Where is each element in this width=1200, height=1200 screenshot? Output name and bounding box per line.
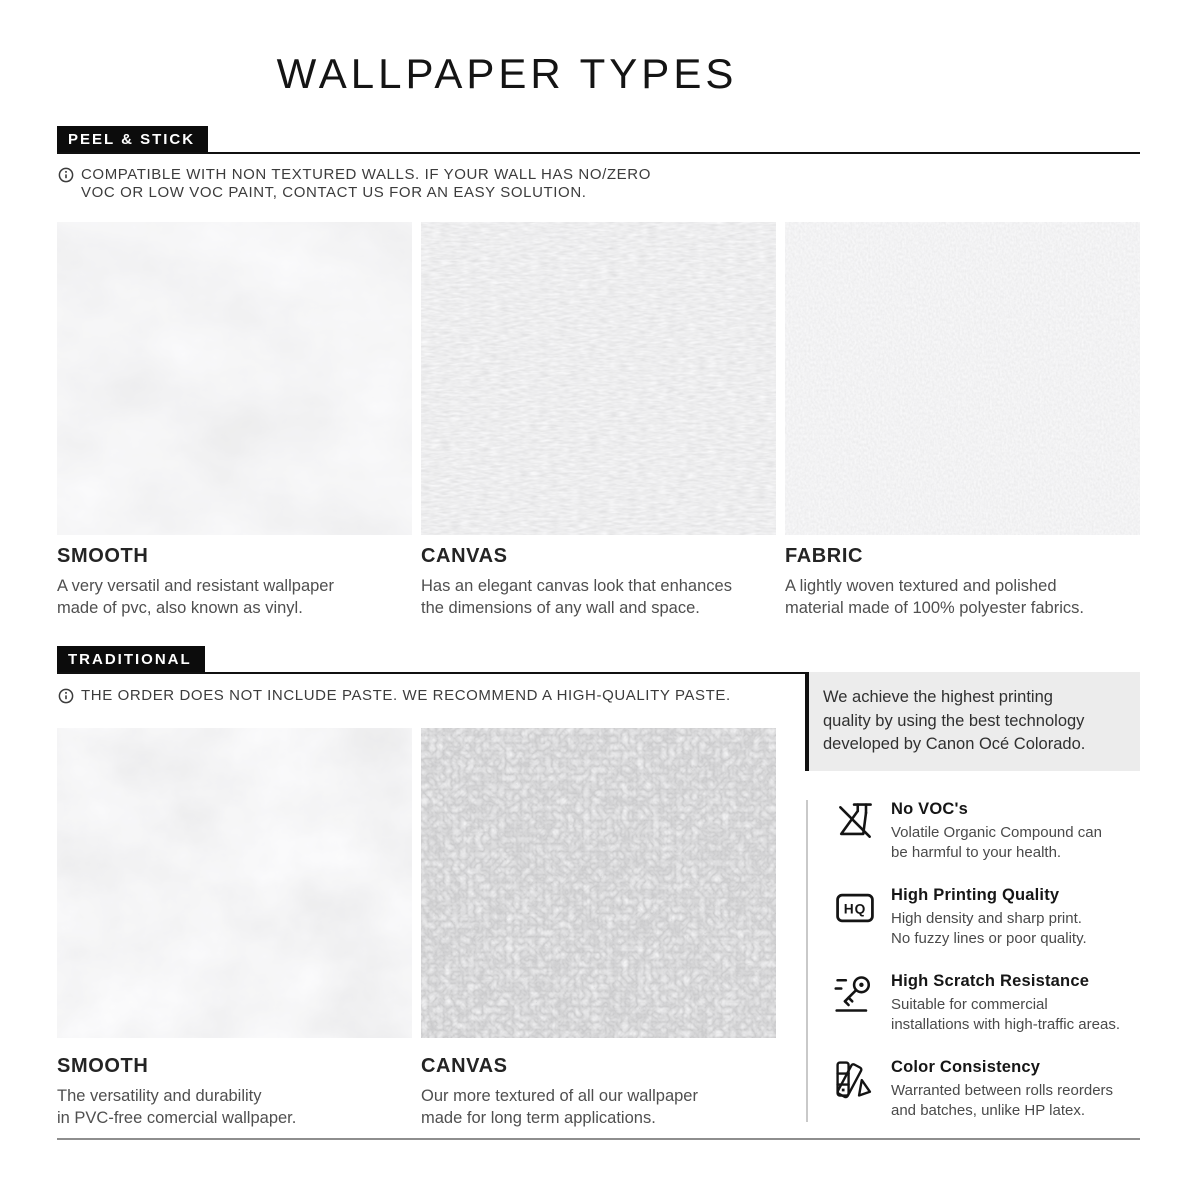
- feature-title: No VOC's: [891, 800, 969, 818]
- feature-title: High Printing Quality: [891, 886, 1060, 904]
- smooth-vinyl-texture-swatch: [57, 222, 412, 535]
- feature-text: [891, 886, 1087, 950]
- feature-description: Warranted between rolls reorders and batches, unlike HP latex.: [891, 1082, 1114, 1119]
- color-swatches-icon: [833, 1058, 877, 1102]
- feature-high-printing-quality: [833, 886, 1152, 950]
- page-title: WALLPAPER TYPES: [276, 50, 738, 97]
- bottom-divider: [57, 1138, 1140, 1140]
- swatch-caption-canvas: [421, 545, 776, 619]
- swatch-name: SMOOTH: [57, 545, 149, 567]
- no-voc-flask-icon: [833, 800, 877, 844]
- feature-text: [891, 800, 1102, 864]
- swatch-name: FABRIC: [785, 545, 864, 567]
- hq-badge-icon: [833, 886, 877, 930]
- feature-color-consistency: [833, 1058, 1152, 1122]
- fabric-woven-texture-swatch: [785, 222, 1140, 535]
- swatch-description: Has an elegant canvas look that enhances the dimensions of any wall and space.: [421, 577, 732, 617]
- feature-title: High Scratch Resistance: [891, 972, 1090, 990]
- feature-high-scratch-resistance: [833, 972, 1152, 1036]
- note-line: VOC OR LOW VOC PAINT, CONTACT US FOR AN EASY SOLUTION.: [81, 183, 587, 201]
- quote-text: We achieve the highest printing quality by using the best technology developed by Canon Océ Colorado.: [809, 672, 1140, 771]
- note-line: COMPATIBLE WITH NON TEXTURED WALLS. IF YOUR WALL HAS NO/ZERO: [81, 166, 651, 183]
- burlap-canvas-texture-swatch: [421, 728, 776, 1038]
- info-icon: [58, 688, 74, 709]
- section-tag-traditional: TRADITIONAL: [57, 646, 205, 672]
- section-peel-stick-header: [57, 126, 1140, 154]
- swatch-description: A very versatil and resistant wallpaper made of pvc, also known as vinyl.: [57, 577, 334, 617]
- svg-text:HQ: HQ: [843, 901, 867, 917]
- swatch-name: SMOOTH: [57, 1055, 149, 1077]
- swatch-name: CANVAS: [421, 545, 508, 567]
- note-line: THE ORDER DOES NOT INCLUDE PASTE. WE RECOMMEND A HIGH-QUALITY PASTE.: [81, 687, 731, 704]
- feature-description: High density and sharp print. No fuzzy lines or poor quality.: [891, 910, 1087, 947]
- section-traditional-header: [57, 646, 1140, 674]
- canvas-weave-texture-swatch: [421, 222, 776, 535]
- feature-description: Suitable for commercial installations with high-traffic areas.: [891, 996, 1120, 1033]
- note-text: [81, 687, 731, 705]
- swatch-description: Our more textured of all our wallpaper made for long term applications.: [421, 1087, 698, 1127]
- swatch-caption-fabric: [785, 545, 1140, 619]
- swatch-caption-canvas: [421, 1055, 776, 1129]
- peel-stick-captions: [57, 545, 1140, 619]
- printing-quality-quote: [805, 672, 1140, 771]
- feature-text: [891, 1058, 1113, 1122]
- feature-description: Volatile Organic Compound can be harmful to your health.: [891, 824, 1102, 861]
- feature-no-voc: [833, 800, 1152, 864]
- swatch-caption-smooth: [57, 1055, 412, 1129]
- peel-stick-note: [58, 166, 651, 201]
- feature-text: [891, 972, 1120, 1036]
- smooth-pvcfree-texture-swatch: [57, 728, 412, 1038]
- feature-title: Color Consistency: [891, 1058, 1041, 1076]
- feature-list: [806, 800, 1152, 1122]
- section-tag-peel-stick: PEEL & STICK: [57, 126, 208, 152]
- key-scratch-icon: [833, 972, 877, 1016]
- swatch-description: The versatility and durability in PVC-free comercial wallpaper.: [57, 1087, 297, 1127]
- swatch-description: A lightly woven textured and polished material made of 100% polyester fabrics.: [785, 577, 1084, 617]
- info-icon: [58, 167, 74, 188]
- swatch-caption-smooth: [57, 545, 412, 619]
- swatch-name: CANVAS: [421, 1055, 508, 1077]
- note-text: [81, 166, 651, 201]
- traditional-note: [58, 687, 731, 709]
- peel-stick-swatch-row: [57, 222, 1140, 535]
